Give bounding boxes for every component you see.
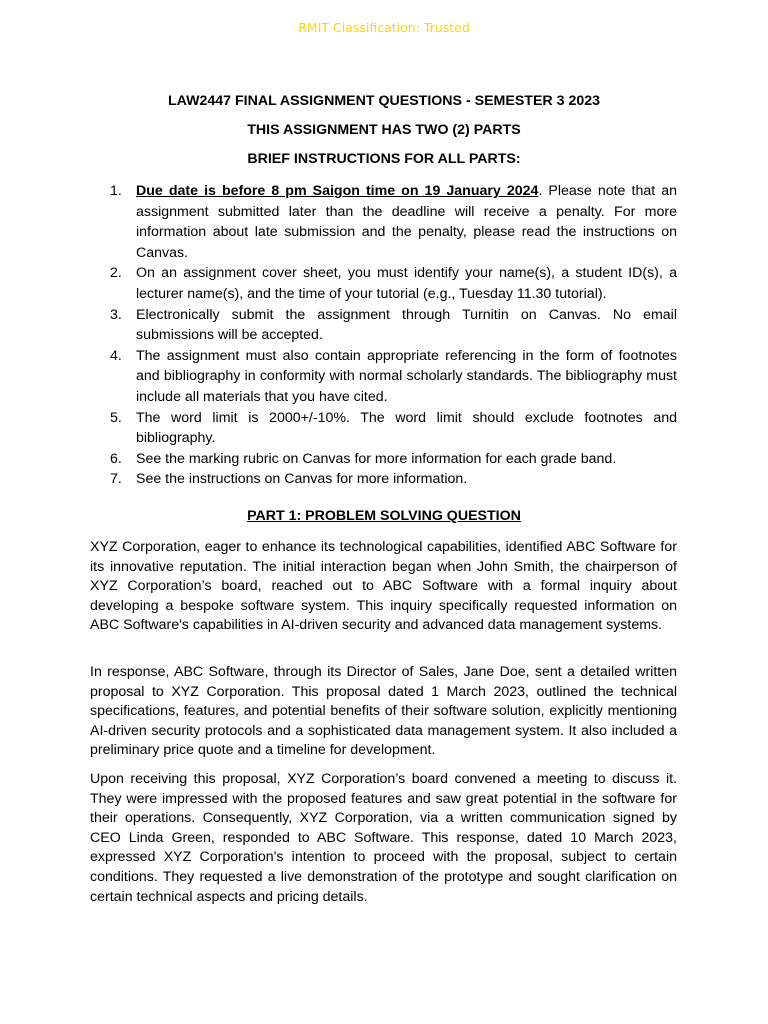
due-date-emphasis: Due date is before 8 pm Saigon time on 19 January 2024 <box>136 183 539 199</box>
part1-heading: PART 1: PROBLEM SOLVING QUESTION <box>247 508 521 524</box>
instruction-item <box>110 305 677 346</box>
instruction-item <box>110 263 677 304</box>
instruction-item <box>110 181 677 263</box>
instruction-number: 6. <box>110 450 122 467</box>
part1-paragraph: In response, ABC Software, through its Director of Sales, Jane Doe, sent a detailed written proposal to XYZ Corporation. This proposal dated 1 March 2023, outlined the technical specifications, features, and potential benefits of their software solution, explicitly mentioning AI-driven security protocols and a sophisticated data management system. It also included a preliminary price quote and a timeline for development. <box>90 664 677 759</box>
instructions-heading: BRIEF INSTRUCTIONS FOR ALL PARTS: <box>247 151 521 167</box>
classification-label: RMIT Classification: Trusted <box>298 20 470 35</box>
instruction-item <box>110 408 677 449</box>
instruction-number: 1. <box>110 183 122 199</box>
instruction-text: Electronically submit the assignment through Turnitin on Canvas. No email submissions will be accepted. <box>136 306 677 344</box>
document-subtitle: THIS ASSIGNMENT HAS TWO (2) PARTS <box>247 122 521 138</box>
instruction-text: See the marking rubric on Canvas for more information for each grade band. <box>136 450 617 467</box>
instruction-number: 3. <box>110 306 122 323</box>
instruction-text: . Please note that an assignment submitted later than the deadline will receive a penalty. For more information about late submission and the penalty, please read the instructions on Canvas. <box>136 183 677 261</box>
instruction-text: The word limit is 2000+/-10%. The word limit should exclude footnotes and bibliography. <box>136 409 677 447</box>
instruction-item <box>110 346 677 408</box>
instruction-text: On an assignment cover sheet, you must identify your name(s), a student ID(s), a lecturer name(s), and the time of your tutorial (e.g., Tuesday 11.30 tutorial). <box>136 265 677 302</box>
instructions-list <box>110 181 677 490</box>
instruction-text: The assignment must also contain appropriate referencing in the form of footnotes and bibliography in conformity with normal scholarly standards. The bibliography must include all materials that you have cited. <box>136 347 677 405</box>
instruction-item <box>110 449 677 470</box>
document-title: LAW2447 FINAL ASSIGNMENT QUESTIONS - SEMESTER 3 2023 <box>167 93 601 109</box>
part1-paragraph: XYZ Corporation, eager to enhance its technological capabilities, identified ABC Software for its innovative reputation. The initial interaction began when John Smith, the chairperson of XYZ Corporation’s board, reached out to ABC Software with a formal inquiry about developing a bespoke software system. This inquiry specifically requested information on ABC Software's capabilities in AI-driven security and advanced data management systems. <box>90 539 677 634</box>
part1-paragraph: Upon receiving this proposal, XYZ Corporation’s board convened a meeting to discuss it. They were impressed with the proposed features and saw great potential in the software for their operations. Consequently, XYZ Corporation, via a written communication signed by CEO Linda Green, responded to ABC Software. This response, dated 10 March 2023, expressed XYZ Corporation's intention to proceed with the proposal, subject to certain conditions. They requested a live demonstration of the prototype and sought clarification on certain technical aspects and pricing details. <box>90 771 677 905</box>
instruction-text: See the instructions on Canvas for more information. <box>136 471 468 488</box>
instruction-number: 5. <box>110 409 122 426</box>
instruction-number: 7. <box>110 471 122 488</box>
instruction-number: 2. <box>110 265 122 282</box>
instruction-item <box>110 469 677 490</box>
instruction-number: 4. <box>110 347 122 364</box>
